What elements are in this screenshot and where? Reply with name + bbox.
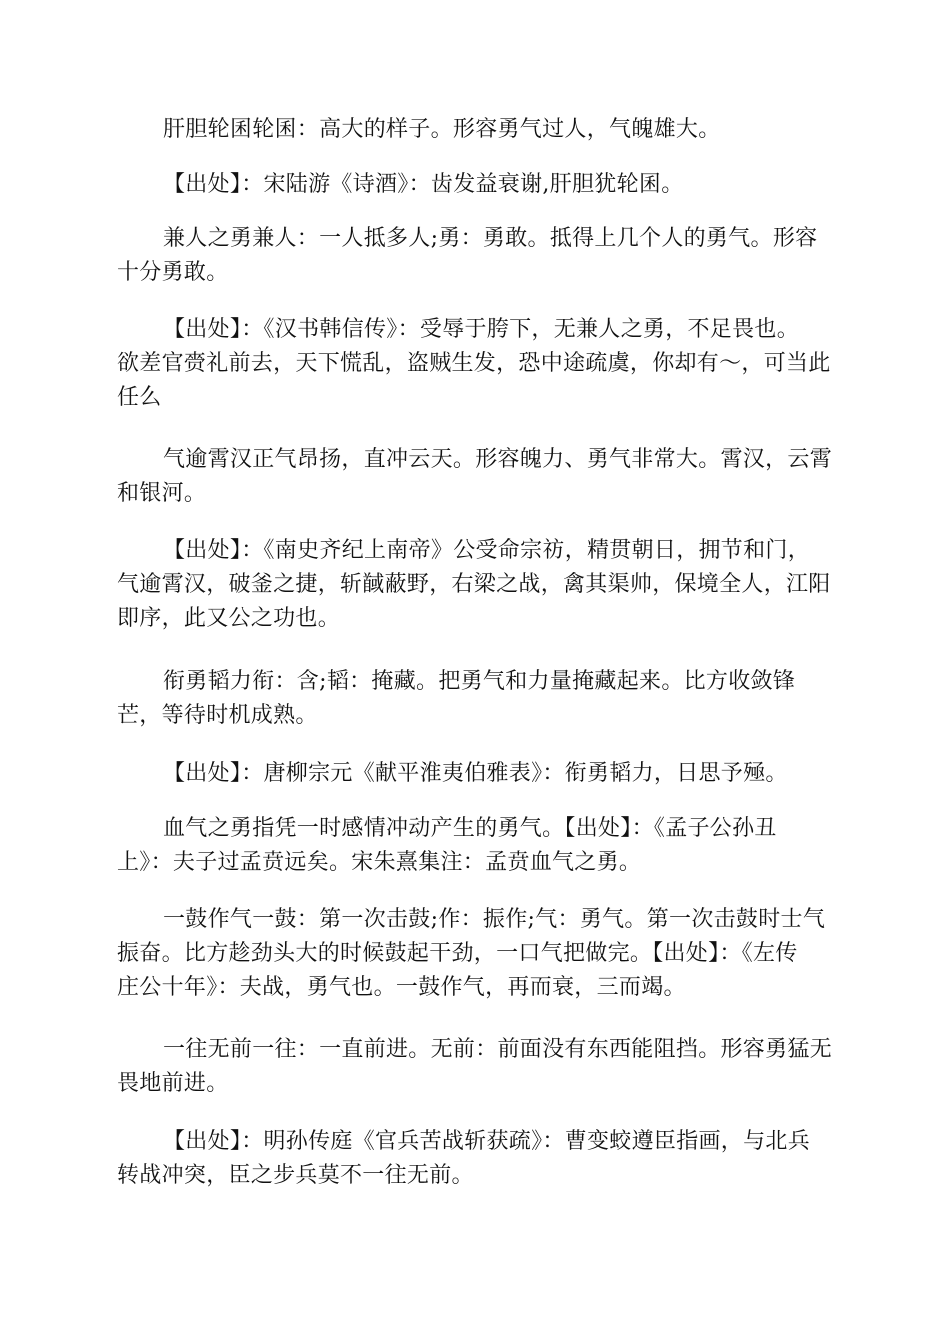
paragraph-line: 肝胆轮囷轮囷：高大的样子。形容勇气过人，气魄雄大。 xyxy=(163,117,721,142)
paragraph-line: 气逾霄汉，破釜之捷，斩馘蔽野，右梁之战，禽其渠帅，保境全人，江阳 xyxy=(117,572,831,597)
paragraph-7 xyxy=(117,665,837,733)
paragraph-line: 欲差官赍礼前去，天下慌乱，盗贼生发，恐中途疏虞，你却有～，可当此 xyxy=(117,351,831,376)
paragraph-line: 【出处】：唐柳宗元《献平淮夷伯雅表》：衔勇韬力，日思予殛。 xyxy=(163,761,788,786)
paragraph-line: 芒，等待时机成熟。 xyxy=(117,703,318,728)
paragraph-4 xyxy=(117,313,837,415)
paragraph-6 xyxy=(117,534,837,636)
paragraph-line: 即序，此又公之功也。 xyxy=(117,606,341,631)
paragraph-8 xyxy=(117,757,837,791)
paragraph-5 xyxy=(117,443,837,511)
paragraph-line: 气逾霄汉正气昂扬，直冲云天。形容魄力、勇气非常大。霄汉，云霄 xyxy=(163,447,833,472)
paragraph-line: 转战冲突，臣之步兵莫不一往无前。 xyxy=(117,1163,474,1188)
paragraph-line: 一鼓作气一鼓：第一次击鼓;作：振作;气：勇气。第一次击鼓时士气 xyxy=(163,907,826,932)
paragraph-9 xyxy=(117,812,837,880)
paragraph-line: 【出处】：宋陆游《诗酒》：齿发益衰谢,肝胆犹轮囷。 xyxy=(163,172,684,197)
paragraph-10 xyxy=(117,903,837,1005)
paragraph-line: 【出处】：明孙传庭《官兵苦战斩获疏》：曹变蛟遵臣指画，与北兵 xyxy=(163,1129,811,1154)
paragraph-line: 【出处】：《南史齐纪上南帝》公受命宗祊，精贯朝日，拥节和门， xyxy=(163,538,811,563)
paragraph-line: 畏地前进。 xyxy=(117,1071,229,1096)
paragraph-12 xyxy=(117,1125,837,1193)
paragraph-1 xyxy=(117,113,837,147)
paragraph-line: 兼人之勇兼人：一人抵多人;勇：勇敢。抵得上几个人的勇气。形容 xyxy=(163,226,818,251)
paragraph-line: 庄公十年》：夫战，勇气也。一鼓作气，再而衰，三而竭。 xyxy=(117,975,686,1000)
paragraph-line: 和银河。 xyxy=(117,481,207,506)
paragraph-3 xyxy=(117,222,837,290)
paragraph-line: 振奋。比方趁劲头大的时候鼓起干劲，一口气把做完。【出处】：《左传 xyxy=(117,941,798,966)
paragraph-line: 上》：夫子过孟贲远矣。宋朱熹集注：孟贲血气之勇。 xyxy=(117,850,642,875)
paragraph-2 xyxy=(117,168,837,202)
paragraph-line: 任么 xyxy=(117,385,162,410)
paragraph-line: 衔勇韬力衔：含;韬：掩藏。把勇气和力量掩藏起来。比方收敛锋 xyxy=(163,669,796,694)
paragraph-line: 一往无前一往：一直前进。无前：前面没有东西能阻挡。形容勇猛无 xyxy=(163,1037,833,1062)
paragraph-line: 【出处】：《汉书韩信传》：受辱于胯下，无兼人之勇，不足畏也。 xyxy=(163,317,800,342)
paragraph-11 xyxy=(117,1033,837,1101)
paragraph-line: 血气之勇指凭一时感情冲动产生的勇气。【出处】：《孟子公孙丑 xyxy=(163,816,777,841)
paragraph-line: 十分勇敢。 xyxy=(117,260,229,285)
